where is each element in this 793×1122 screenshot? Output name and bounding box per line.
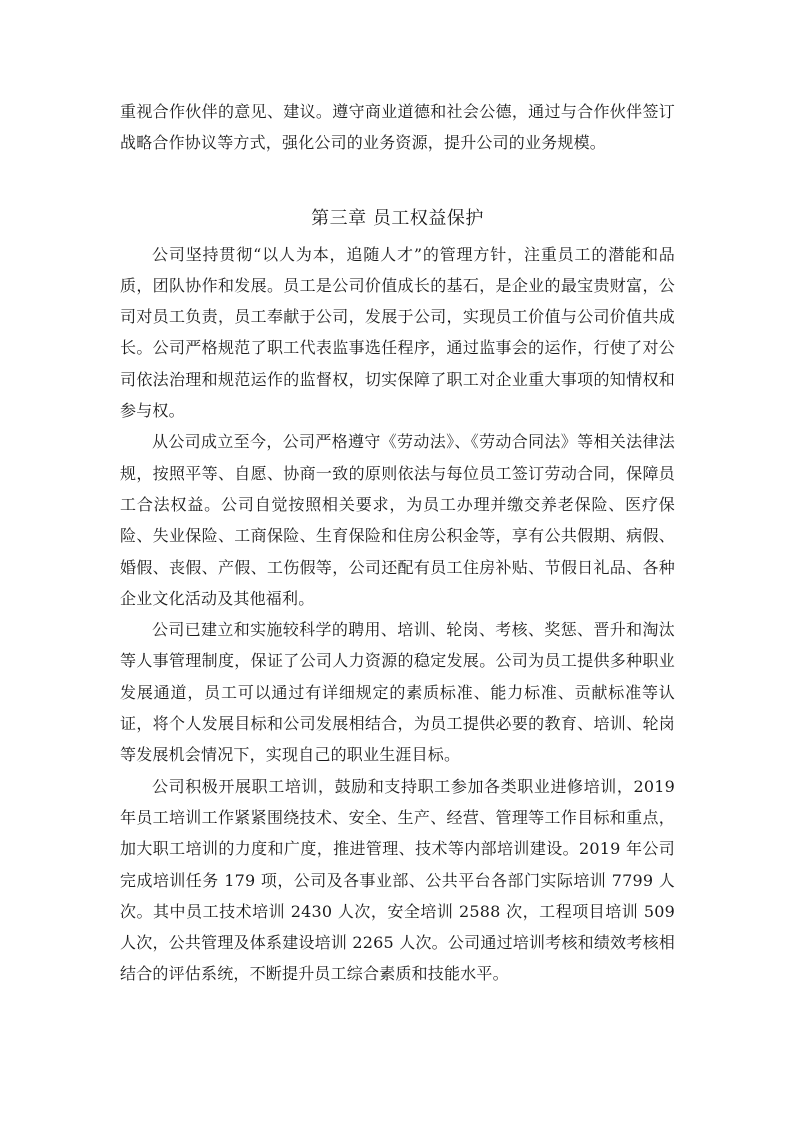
paragraph-labor-law: 从公司成立至今，公司严格遵守《劳动法》、《劳动合同法》等相关法律法规，按照平等、自愿、协商一致的原则依法与每位员工签订劳动合同，保障员工合法权益。公司自觉按照相关要求，为员工办理并缴交养老保险、医疗保险、失业保险、工商保险、生育保险和住房公积金等，享有公共假期、病假、婚假、丧假、产假、工伤假等，公司还配有员工住房补贴、节假日礼品、各种企业文化活动及其他福利。 [120, 432, 675, 608]
chapter-heading: 第三章 员工权益保护 [311, 207, 484, 229]
paragraph-training: 公司积极开展职工培训，鼓励和支持职工参加各类职业进修培训，2019 年员工培训工作紧紧围绕技术、安全、生产、经营、管理等工作目标和重点，加大职工培训的力度和广度，推进管理、技术等内部培训建设。2019 年公司完成培训任务 179 项，公司及各事业部、公共平台各部门实际培训 7799 人次。其中员工技术培训 2430 人次，安全培训 2588 次，工程项目培训 509 人次，公共管理及体系建设培训 2265 人次。公司通过培训考核和绩效考核相结合的评估系统，不断提升员工综合素质和技能水平。 [120, 776, 675, 984]
paragraph-management-policy: 公司坚持贯彻“以人为本，追随人才”的管理方针，注重员工的潜能和品质，团队协作和发展。员工是公司价值成长的基石，是企业的最宝贵财富，公司对员工负责，员工奉献于公司，发展于公司，实现员工价值与公司价值共成长。公司严格规范了职工代表监事选任程序，通过监事会的运作，行使了对公司依法治理和规范运作的监督权，切实保障了职工对企业重大事项的知情权和参与权。 [120, 244, 675, 421]
paragraph-hr-system: 公司已建立和实施较科学的聘用、培训、轮岗、考核、奖惩、晋升和淘汰等人事管理制度，保证了公司人力资源的稳定发展。公司为员工提供多种职业发展通道，员工可以通过有详细规定的素质标准、能力标准、贡献标准等认证，将个人发展目标和公司发展相结合，为员工提供必要的教育、培训、轮岗等发展机会情况下，实现自己的职业生涯目标。 [120, 620, 675, 765]
continued-paragraph: 重视合作伙伴的意见、建议。遵守商业道德和社会公德，通过与合作伙伴签订战略合作协议等方式，强化公司的业务资源，提升公司的业务规模。 [120, 102, 675, 153]
document-body [120, 96, 675, 990]
